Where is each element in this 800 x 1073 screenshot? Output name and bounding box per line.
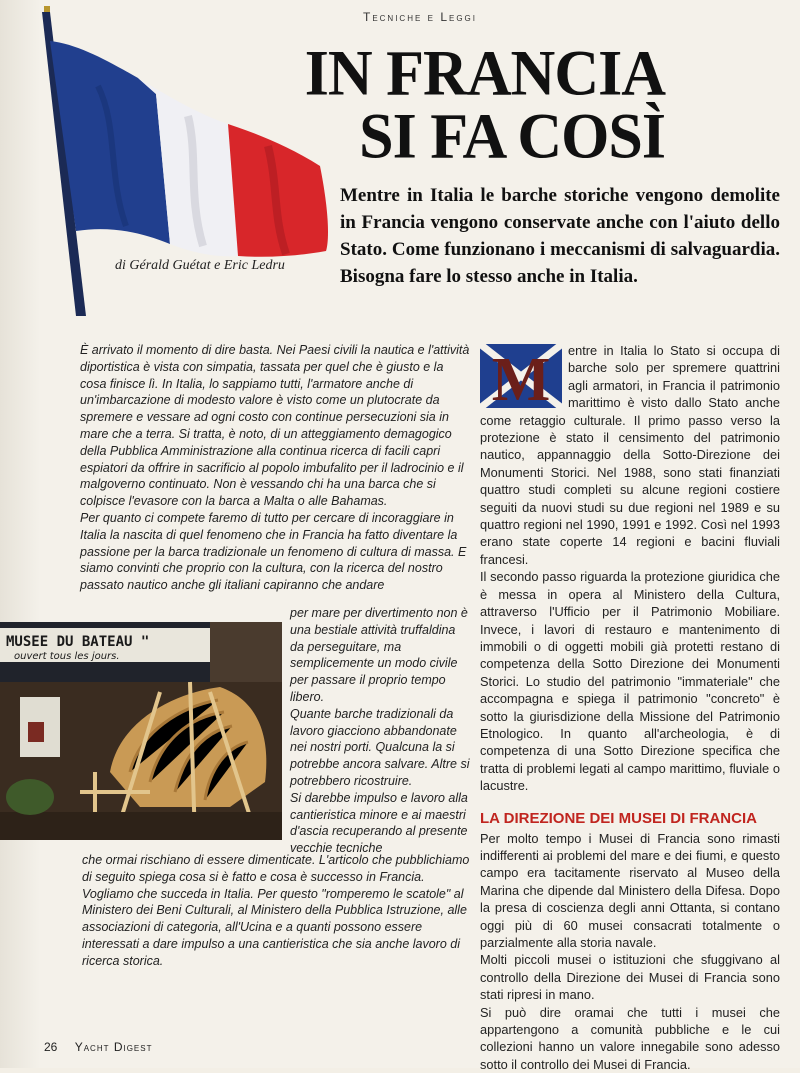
body-paragraph-4: Molti piccoli musei o istituzioni che sfuggivano al controllo della Direzione dei Musei di Francia sono stati ripresi in mano. [480,952,780,1003]
sign-line-2: ouvert tous les jours. [14,651,120,662]
article-title [304,37,665,173]
intro-column [80,342,470,594]
plant [6,779,54,815]
title-line-2: SI FA COSÌ [359,100,665,173]
museum-boat-photo [0,622,282,840]
bottom-paragraph: che ormai rischiano di essere dimenticate. L'articolo che pubblichiamo di seguito spiega cosa si è fatto e cosa è successo in Francia. Vogliamo che succeda in Italia. Per questo "romperemo le scatole" al Ministero dei Beni Culturali, al Ministero della Pubblica Istruzione, alle associazioni di categoria, all'Ucina e a quanti possono essere interessati a dare impulso a una cantieristica che sia anche lavoro di ricerca storica. [82,853,470,968]
section-label: Tecniche e Leggi [362,10,477,24]
body-paragraph-5: Si può dire oramai che tutti i musei che appartengono a comunità pubbliche e le cui collezioni hanno un valore innegabile sono adesso sotto il controllo dei Musei di Francia. [480,1004,780,1072]
intro-paragraph-2: Per quanto ci compete faremo di tutto per cercare di incoraggiare in Italia la nascita di quel fenomeno che in Francia ha fatto diventare la passione per la barca tradizionale un fenomeno di cultura di massa. E siamo convinti che proprio con la cultura, con la ricerca del nostro passato nautico anche gli italiani capiranno che andare [80,510,467,593]
title-line-1: IN FRANCIA [304,37,665,110]
intro-column-narrow [290,605,470,857]
body-paragraph-2: Il secondo passo riguarda la protezione giuridica che è messa in opera al Ministero della Cultura, attraverso l'Ufficio per il Patrimonio Mobiliare. Invece, i lavori di restauro e mantenimento di immobili o di oggetti mobili già protetti restano di competenza della Sotto Direzione dei Monumenti Storici. Lo studio del patrimonio "immateriale" che accompagna e spiega il patrimonio "concreto" è sotto la giurisdizione della Missione del Patrimonio Etnologico. In quanto all'archeologia, è di competenza di una Sotto Direzione specifica che tratta di problemi legati al campo marittimo, fluviale o lacustre. [480,569,780,794]
body-paragraph-1: entre in Italia lo Stato si occupa di barche solo per spremere quattrini agli armatori, in Francia il patrimonio marittimo è visto dallo Stato anche come retaggio culturale. Il primo passo verso la protezione è stato il censimento del patrimonio nautico, appannaggio della Sotto-Direzione dei Monumenti Storici. Nel 1988, sono stati finanziati quattro studi completi su alcune regioni costiere seguiti da nuovi studi su due regioni nel 1989 e su quattro regioni nel 1990, 1991 e 1992. Così nel 1993 erano state coperte 14 regioni e bacini fluviali francesi. [480,343,780,567]
byline: di Gérald Guétat e Eric Ledru [115,258,285,273]
dropcap-m [480,344,562,408]
page-gutter [0,0,40,1068]
page-number: 26 [44,1040,58,1054]
article-lead: Mentre in Italia le barche storiche vengono demolite in Francia vengono conservate anche con l'aiuto dello Stato. Come funzionano i meccanismi di salvaguardia. Bisogna fare lo stesso anche in Italia. [340,185,780,287]
article-body-column [480,342,780,1073]
flagpole-finial [44,6,50,12]
body-paragraph-3: Per molto tempo i Musei di Francia sono rimasti indifferenti ai problemi del mare e dei fiumi, e questo campo era tacitamente riservato al Museo della Marina che dipende dal Ministero della Difesa. Dopo la presa di coscienza degli anni Ottanta, si contano oggi più di 60 musei consacrati totalmente o parzialmente alla storia navale. [480,830,780,950]
narrow-paragraph-2: Quante barche tradizionali da lavoro giacciono abbandonate nei nostri porti. Qualcuna la si potrebbe ancora salvare. Altre si potrebbero ricostruire. [290,706,470,788]
intro-paragraph-1: È arrivato il momento di dire basta. Nei Paesi civili la nautica e l'attività diportistica è vista con simpatia, tassata per quel che è giusto e la cosa finisce lì. In Italia, lo sappiamo tutti, l'armatore anche di un'imbarcazione di modesto valore è visto come un plutocrate da spremere e vessare ad ogni costo con continue persecuzioni sia in mare che a terra. Si tratta, è noto, di un atteggiamento demagogico della Pubblica Amministrazione alla continua ricerca di facili capri espiatori da offrire in sacrificio al popolo imbufalito per il ladrocinio e il malgoverno continuato. Non è vessando chi ha una barca che si colpisce l'evasore con la barca a Malta o alle Bahamas. [80,343,470,509]
narrow-paragraph-1: per mare per divertimento non è una bestiale attività truffaldina da perseguitare, ma semplicemente un modo civile per passare il proprio tempo libero. [290,606,468,704]
narrow-paragraph-3: Si darebbe impulso e lavoro alla cantieristica minore e ai maestri d'ascia recuperando al presente vecchie tecniche [290,790,468,856]
svg-text:M: M [491,346,551,408]
intro-column-bottom [82,852,470,970]
page-footer [44,1040,153,1054]
sign-line-1: MUSEE DU BATEAU " [6,634,150,650]
section-subhead: LA DIREZIONE DEI MUSEI DI FRANCIA [480,809,757,827]
publication-name: Yacht Digest [74,1040,153,1054]
